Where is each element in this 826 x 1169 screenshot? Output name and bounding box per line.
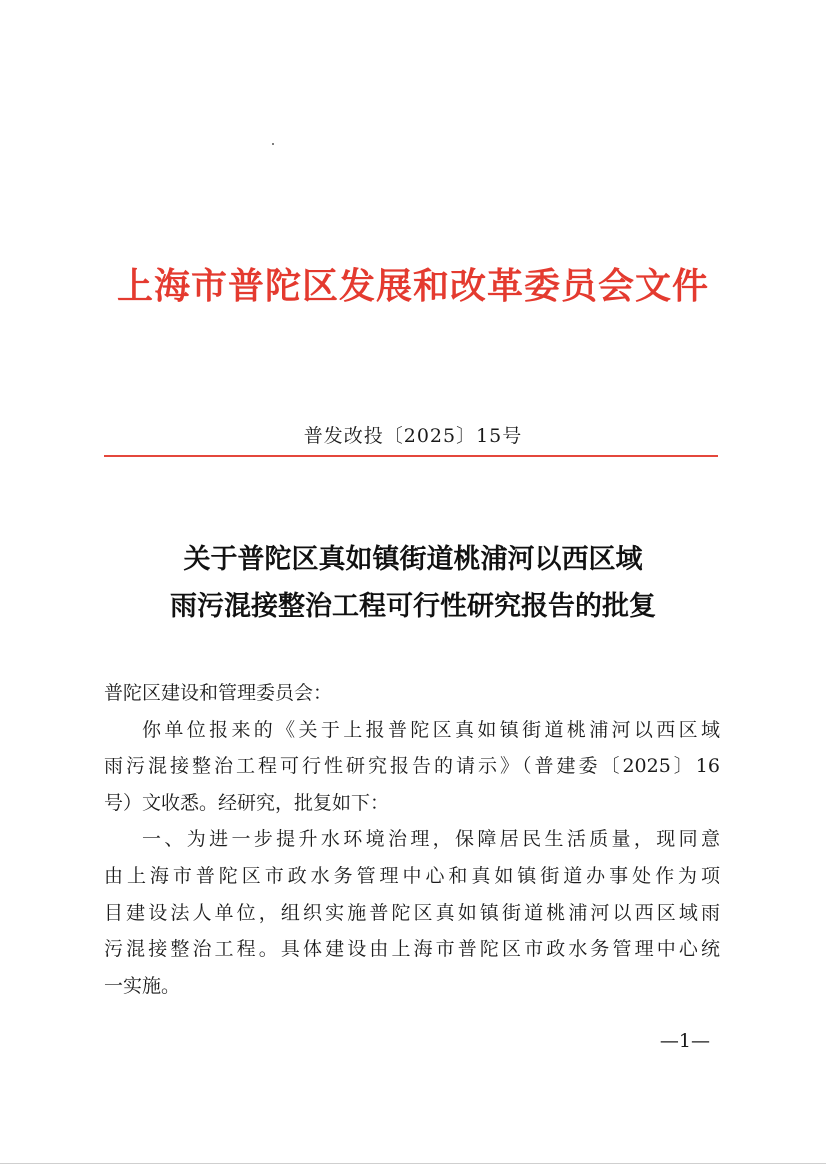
addressee: 普陀区建设和管理委员会： (104, 682, 333, 704)
red-separator-line (104, 455, 718, 457)
issuer-title: 上海市普陀区发展和改革委员会文件 (116, 265, 709, 307)
page-number: —1— (659, 1030, 710, 1052)
para2-line-2: 由上海市普陀区市政水务管理中心和真如镇街道办事处作为项 (104, 864, 720, 887)
para2-line-3: 目建设法人单位，组织实施普陀区真如镇街道桃浦河以西区域雨 (104, 901, 720, 924)
scan-speck (272, 143, 274, 145)
subject-line-1: 关于普陀区真如镇街道桃浦河以西区域 (183, 544, 643, 575)
para2-line-1: 一、为进一步提升水环境治理，保障居民生活质量，现同意 (142, 828, 720, 851)
scan-bottom-edge (0, 1163, 826, 1164)
document-number: 普发改投〔2025〕15号 (303, 425, 523, 447)
subject-line-2: 雨污混接整治工程可行性研究报告的批复 (170, 591, 656, 622)
para1-line-2: 雨污混接整治工程可行性研究报告的请示》（普建委〔2025〕16 (104, 755, 720, 778)
para1-line-1: 你单位报来的《关于上报普陀区真如镇街道桃浦河以西区域 (142, 718, 720, 741)
body-text (104, 675, 720, 1004)
subject-heading (90, 536, 736, 630)
para1-line-3: 号）文收悉。经研究，批复如下： (104, 791, 390, 814)
para2-line-4: 污混接整治工程。具体建设由上海市普陀区市政水务管理中心统 (104, 938, 720, 961)
para2-line-5: 一实施。 (104, 974, 181, 997)
